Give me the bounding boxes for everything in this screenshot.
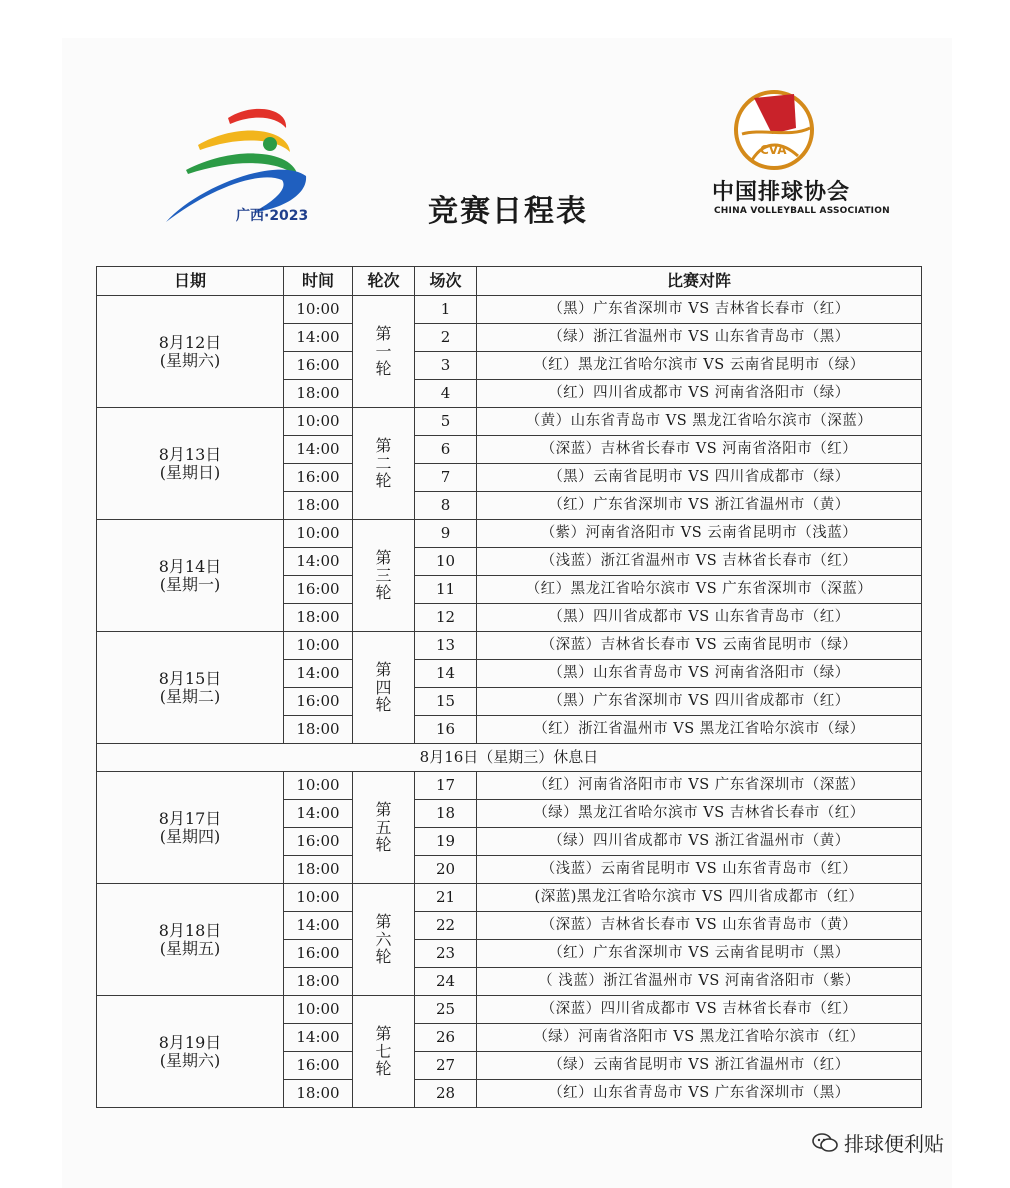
- matchup-cell: （红）广东省深圳市 VS 浙江省温州市（黄）: [477, 492, 922, 520]
- time-cell: 10:00: [284, 884, 353, 912]
- round-char: 三: [375, 565, 392, 585]
- time-cell: 10:00: [284, 996, 353, 1024]
- weekday-text: (星期一): [159, 574, 221, 594]
- date-cell: [97, 996, 284, 1108]
- time-cell: 16:00: [284, 576, 353, 604]
- matchup-cell: （红）四川省成都市 VS 河南省洛阳市（绿）: [477, 380, 922, 408]
- round-char: 轮: [375, 947, 392, 967]
- time-cell: 14:00: [284, 436, 353, 464]
- table-row: [97, 772, 922, 800]
- matchup-cell: (深蓝)黑龙江省哈尔滨市 VS 四川省成都市（红）: [477, 884, 922, 912]
- matchup-cell: （红）黑龙江省哈尔滨市 VS 云南省昆明市（绿）: [477, 352, 922, 380]
- time-cell: 14:00: [284, 548, 353, 576]
- header-date: 日期: [97, 267, 284, 296]
- weekday-text: (星期四): [159, 826, 221, 846]
- matchup-cell: （红）黑龙江省哈尔滨市 VS 广东省深圳市（深蓝）: [477, 576, 922, 604]
- weekday-text: (星期六): [159, 1050, 221, 1070]
- table-header-row: [97, 267, 922, 296]
- time-cell: 16:00: [284, 828, 353, 856]
- matchup-cell: （紫）河南省洛阳市 VS 云南省昆明市（浅蓝）: [477, 520, 922, 548]
- match-number-cell: 23: [415, 940, 477, 968]
- time-cell: 18:00: [284, 492, 353, 520]
- badge-text: CVA: [760, 143, 787, 157]
- matchup-cell: （黑）四川省成都市 VS 山东省青岛市（红）: [477, 604, 922, 632]
- matchup-cell: （深蓝）吉林省长春市 VS 云南省昆明市（绿）: [477, 632, 922, 660]
- matchup-cell: （绿）云南省昆明市 VS 浙江省温州市（红）: [477, 1052, 922, 1080]
- schedule-table: [96, 266, 922, 1108]
- matchup-cell: （黄）山东省青岛市 VS 黑龙江省哈尔滨市（深蓝）: [477, 408, 922, 436]
- round-char: 第: [375, 548, 392, 568]
- round-cell: [353, 520, 415, 632]
- time-cell: 10:00: [284, 408, 353, 436]
- round-char: 第: [375, 324, 392, 344]
- round-char: 轮: [375, 359, 392, 379]
- round-char: 轮: [375, 1059, 392, 1079]
- matchup-cell: （红）山东省青岛市 VS 广东省深圳市（黑）: [477, 1080, 922, 1108]
- rest-day-row: [97, 744, 922, 772]
- time-cell: 18:00: [284, 856, 353, 884]
- date-text: 8月15日: [158, 668, 222, 688]
- round-char: 四: [375, 677, 392, 697]
- matchup-cell: （深蓝）四川省成都市 VS 吉林省长春市（红）: [477, 996, 922, 1024]
- time-cell: 16:00: [284, 464, 353, 492]
- date-text: 8月18日: [158, 920, 222, 940]
- time-cell: 14:00: [284, 800, 353, 828]
- table-row: [97, 520, 922, 548]
- match-number-cell: 21: [415, 884, 477, 912]
- round-char: 七: [375, 1041, 392, 1061]
- match-number-cell: 27: [415, 1052, 477, 1080]
- match-number-cell: 7: [415, 464, 477, 492]
- date-cell: [97, 632, 284, 744]
- matchup-cell: （黑）山东省青岛市 VS 河南省洛阳市（绿）: [477, 660, 922, 688]
- matchup-cell: （绿）浙江省温州市 VS 山东省青岛市（黑）: [477, 324, 922, 352]
- round-char: 五: [375, 817, 392, 837]
- table-row: [97, 884, 922, 912]
- matchup-cell: （黑）云南省昆明市 VS 四川省成都市（绿）: [477, 464, 922, 492]
- time-cell: 14:00: [284, 912, 353, 940]
- round-char: 二: [375, 453, 392, 473]
- round-char: 六: [375, 929, 392, 949]
- association-english-name: CHINA VOLLEYBALL ASSOCIATION: [714, 206, 890, 216]
- matchup-cell: （绿）河南省洛阳市 VS 黑龙江省哈尔滨市（红）: [477, 1024, 922, 1052]
- match-number-cell: 14: [415, 660, 477, 688]
- round-cell: [353, 884, 415, 996]
- time-cell: 16:00: [284, 940, 353, 968]
- round-char: 第: [375, 912, 392, 932]
- time-cell: 14:00: [284, 324, 353, 352]
- round-char: 第: [375, 436, 392, 456]
- round-cell: [353, 772, 415, 884]
- match-number-cell: 12: [415, 604, 477, 632]
- table-row: [97, 996, 922, 1024]
- round-char: 轮: [375, 695, 392, 715]
- match-number-cell: 28: [415, 1080, 477, 1108]
- time-cell: 10:00: [284, 520, 353, 548]
- matchup-cell: （ 浅蓝）浙江省温州市 VS 河南省洛阳市（紫）: [477, 968, 922, 996]
- wechat-icon: [812, 1133, 838, 1153]
- date-text: 8月12日: [158, 332, 222, 352]
- match-number-cell: 26: [415, 1024, 477, 1052]
- match-number-cell: 8: [415, 492, 477, 520]
- date-text: 8月14日: [158, 556, 222, 576]
- matchup-cell: （红）浙江省温州市 VS 黑龙江省哈尔滨市（绿）: [477, 716, 922, 744]
- round-cell: [353, 632, 415, 744]
- time-cell: 16:00: [284, 352, 353, 380]
- matchup-cell: （浅蓝）浙江省温州市 VS 吉林省长春市（红）: [477, 548, 922, 576]
- table-row: [97, 632, 922, 660]
- time-cell: 14:00: [284, 660, 353, 688]
- match-number-cell: 17: [415, 772, 477, 800]
- match-number-cell: 1: [415, 296, 477, 324]
- round-char: 轮: [375, 471, 392, 491]
- watermark: [812, 1128, 944, 1157]
- round-char: 第: [375, 1024, 392, 1044]
- match-number-cell: 2: [415, 324, 477, 352]
- time-cell: 18:00: [284, 968, 353, 996]
- weekday-text: (星期六): [159, 350, 221, 370]
- page-title: 竞赛日程表: [428, 194, 588, 229]
- match-number-cell: 13: [415, 632, 477, 660]
- time-cell: 18:00: [284, 716, 353, 744]
- match-number-cell: 18: [415, 800, 477, 828]
- date-cell: [97, 520, 284, 632]
- match-number-cell: 24: [415, 968, 477, 996]
- match-number-cell: 16: [415, 716, 477, 744]
- match-number-cell: 19: [415, 828, 477, 856]
- time-cell: 18:00: [284, 380, 353, 408]
- header-match-number: 场次: [415, 267, 477, 296]
- match-number-cell: 15: [415, 688, 477, 716]
- matchup-cell: （黑）广东省深圳市 VS 四川省成都市（红）: [477, 688, 922, 716]
- table-row: [97, 296, 922, 324]
- round-char: 轮: [375, 835, 392, 855]
- date-cell: [97, 296, 284, 408]
- date-cell: [97, 772, 284, 884]
- match-number-cell: 20: [415, 856, 477, 884]
- time-cell: 10:00: [284, 632, 353, 660]
- header-time: 时间: [284, 267, 353, 296]
- header-matchup: 比赛对阵: [477, 267, 922, 296]
- rest-day-cell: 8月16日（星期三）休息日: [97, 744, 922, 772]
- round-char: 一: [375, 341, 392, 361]
- watermark-text: 排球便利贴: [844, 1132, 944, 1156]
- time-cell: 18:00: [284, 604, 353, 632]
- match-number-cell: 5: [415, 408, 477, 436]
- match-number-cell: 3: [415, 352, 477, 380]
- matchup-cell: （浅蓝）云南省昆明市 VS 山东省青岛市（红）: [477, 856, 922, 884]
- round-cell: [353, 996, 415, 1108]
- time-cell: 16:00: [284, 1052, 353, 1080]
- weekday-text: (星期五): [159, 938, 221, 958]
- time-cell: 18:00: [284, 1080, 353, 1108]
- date-text: 8月13日: [158, 444, 222, 464]
- time-cell: 16:00: [284, 688, 353, 716]
- match-number-cell: 9: [415, 520, 477, 548]
- logo-left-caption: 广西·2023: [236, 208, 309, 224]
- time-cell: 10:00: [284, 296, 353, 324]
- match-number-cell: 11: [415, 576, 477, 604]
- matchup-cell: （绿）黑龙江省哈尔滨市 VS 吉林省长春市（红）: [477, 800, 922, 828]
- time-cell: 14:00: [284, 1024, 353, 1052]
- matchup-cell: （红）广东省深圳市 VS 云南省昆明市（黑）: [477, 940, 922, 968]
- table-row: [97, 408, 922, 436]
- association-name: 中国排球协会: [712, 179, 851, 205]
- header-round: 轮次: [353, 267, 415, 296]
- date-text: 8月19日: [158, 1032, 222, 1052]
- volleyball-badge-icon: [732, 88, 816, 172]
- match-number-cell: 22: [415, 912, 477, 940]
- matchup-cell: （深蓝）吉林省长春市 VS 山东省青岛市（黄）: [477, 912, 922, 940]
- matchup-cell: （绿）四川省成都市 VS 浙江省温州市（黄）: [477, 828, 922, 856]
- match-number-cell: 25: [415, 996, 477, 1024]
- date-text: 8月17日: [158, 808, 222, 828]
- match-number-cell: 6: [415, 436, 477, 464]
- date-cell: [97, 408, 284, 520]
- matchup-cell: （深蓝）吉林省长春市 VS 河南省洛阳市（红）: [477, 436, 922, 464]
- weekday-text: (星期二): [159, 686, 221, 706]
- match-number-cell: 10: [415, 548, 477, 576]
- weekday-text: (星期日): [159, 462, 221, 482]
- matchup-cell: （黑）广东省深圳市 VS 吉林省长春市（红）: [477, 296, 922, 324]
- schedule-body: [97, 296, 922, 1108]
- round-cell: [353, 408, 415, 520]
- round-char: 第: [375, 800, 392, 820]
- matchup-cell: （红）河南省洛阳市市 VS 广东省深圳市（深蓝）: [477, 772, 922, 800]
- match-number-cell: 4: [415, 380, 477, 408]
- round-cell: [353, 296, 415, 408]
- time-cell: 10:00: [284, 772, 353, 800]
- round-char: 轮: [375, 583, 392, 603]
- date-cell: [97, 884, 284, 996]
- round-char: 第: [375, 660, 392, 680]
